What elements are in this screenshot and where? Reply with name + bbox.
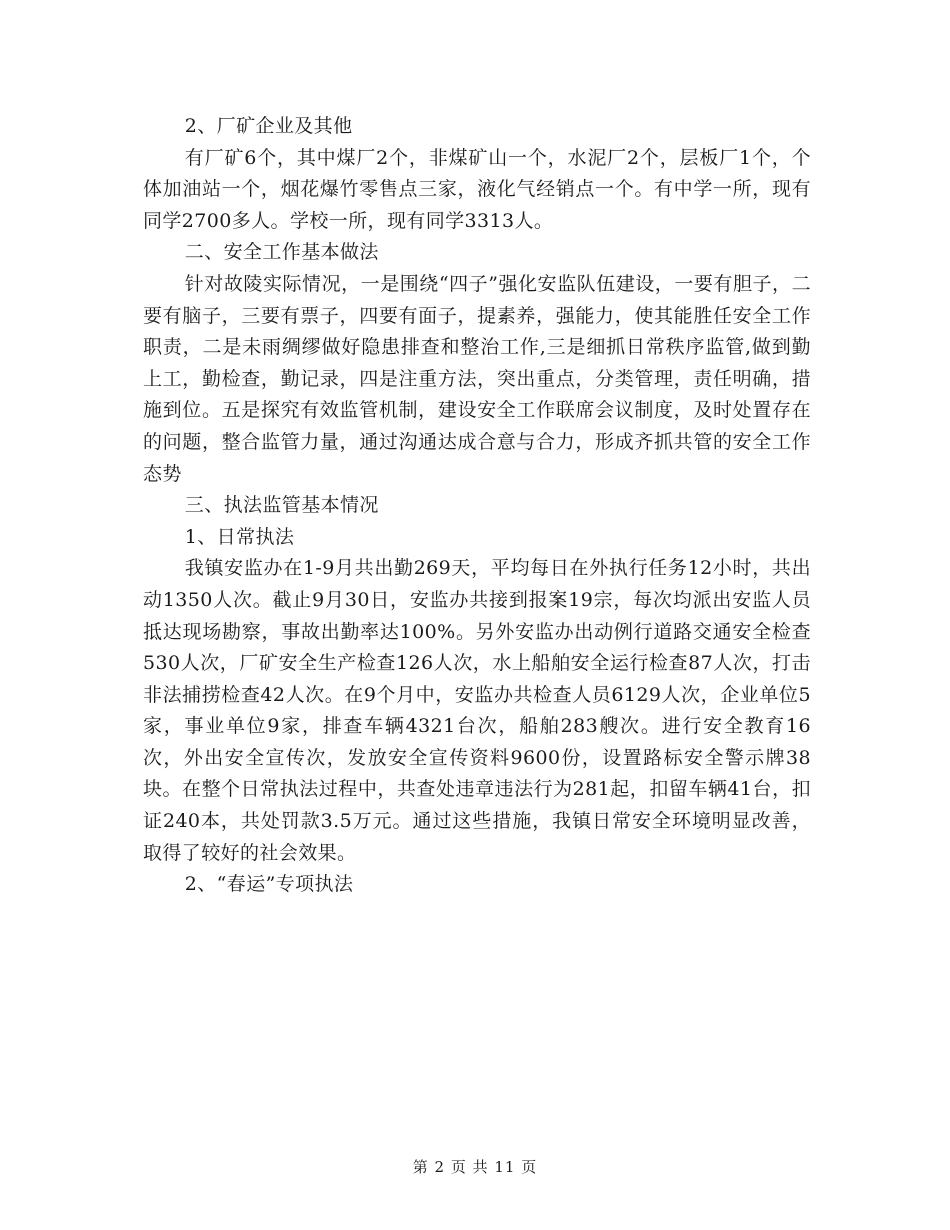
paragraph-safety-methods: 针对故陵实际情况，一是围绕“四子”强化安监队伍建设，一要有胆子，二要有脑子，三要有票子，四要有面子，提素养，强能力，使其能胜任安全工作职责，二是未雨绸缪做好隐患排查和整治工作,三是细抓日常秩序监管,做到勤上工，勤检查，勤记录，四是注重方法，突出重点，分类管理，责任明确，措施到位。五是探究有效监管机制，建设安全工作联席会议制度，及时处置存在的问题，整合监管力量，通过沟通达成合意与合力，形成齐抓共管的安全工作态势	[143, 272, 811, 485]
subsection-heading-daily-enforcement: 1、日常执法	[184, 525, 295, 548]
section-heading-factories: 2、厂矿企业及其他	[184, 115, 353, 137]
paragraph-factories: 有厂矿6个，其中煤厂2个，非煤矿山一个，水泥厂2个，层板厂1个，个体加油站一个，烟花爆竹零售点三家，液化气经销点一个。有中学一所，现有同学2700多人。学校一所，现有同学3313人。	[143, 146, 811, 232]
page-footer: 第 2 页 共 11 页	[412, 1158, 538, 1176]
subsection-heading-spring-festival: 2、“春运”专项执法	[184, 873, 354, 896]
document-body	[143, 111, 811, 901]
paragraph-daily-enforcement: 我镇安监办在1-9月共出勤269天，平均每日在外执行任务12小时，共出动1350人次。截止9月30日，安监办共接到报案19宗，每次均派出安监人员抵达现场勘察，事故出勤率达100%。另外安监办出动例行道路交通安全检查530人次，厂矿安全生产检查126人次，水上船舶安全运行检查87人次，打击非法捕捞检查42人次。在9个月中，安监办共检查人员6129人次，企业单位5家，事业单位9家，排查车辆4321台次，船舶283艘次。进行安全教育16次，外出安全宣传次，发放安全宣传资料9600份，设置路标安全警示牌38块。在整个日常执法过程中，共查处违章违法行为281起，扣留车辆41台，扣证240本，共处罚款3.5万元。通过这些措施，我镇日常安全环境明显改善，取得了较好的社会效果。	[143, 557, 811, 864]
section-heading-enforcement: 三、执法监管基本情况	[184, 494, 379, 517]
section-heading-safety-methods: 二、安全工作基本做法	[184, 241, 379, 264]
